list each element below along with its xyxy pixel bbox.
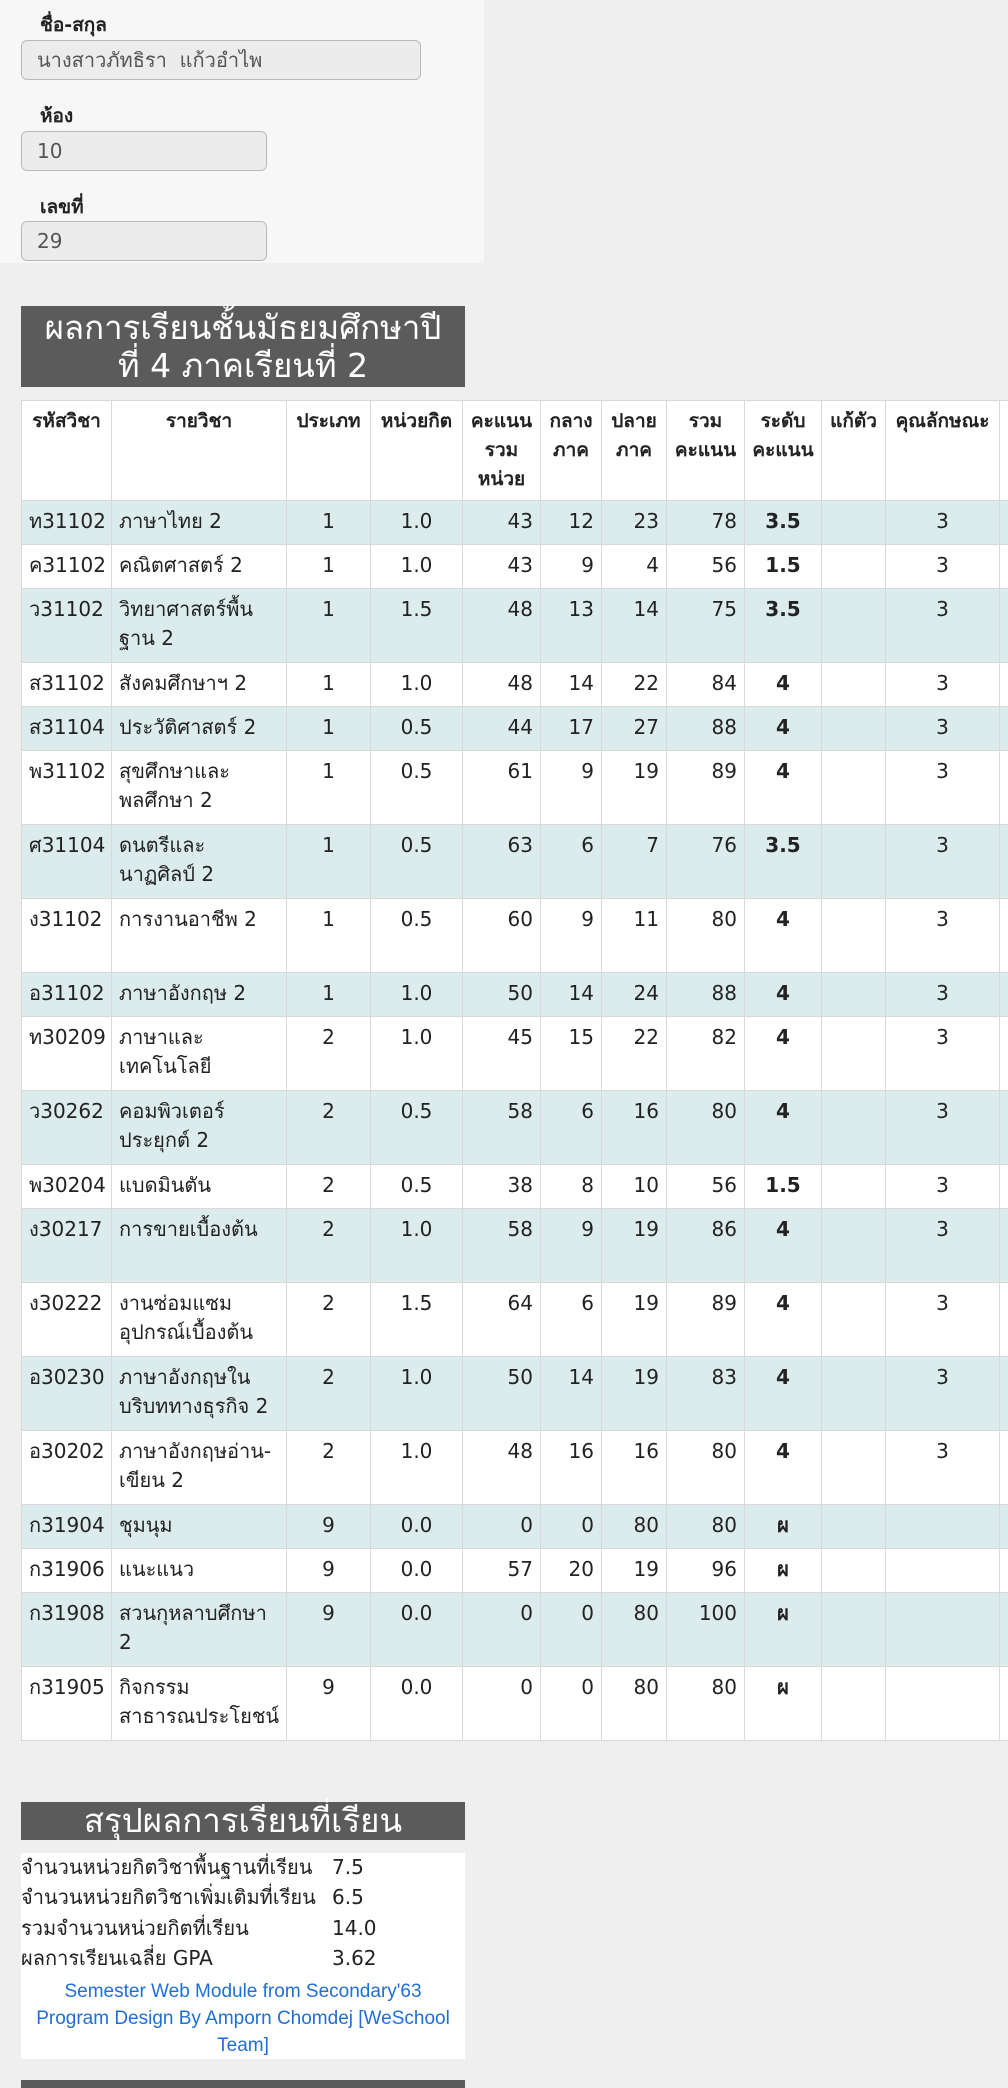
- total-credits-value: 14.0: [332, 1916, 377, 1940]
- cell-final: 27: [602, 707, 667, 751]
- cell-credit: 0.5: [371, 1091, 463, 1165]
- cell-fix: [822, 1667, 886, 1741]
- cell-total: 80: [667, 1091, 745, 1165]
- cell-type: 1: [287, 899, 371, 973]
- cell-final: 16: [602, 1091, 667, 1165]
- cell-attribute: 3: [886, 1357, 1000, 1431]
- cell-type: 9: [287, 1549, 371, 1593]
- cell-type: 2: [287, 1017, 371, 1091]
- cell-overflow: [1000, 589, 1008, 663]
- cell-code: ก31905: [22, 1667, 112, 1741]
- cell-subject: วิทยาศาสตร์พื้นฐาน 2: [112, 589, 287, 663]
- cell-overflow: [1000, 751, 1008, 825]
- cell-type: 1: [287, 589, 371, 663]
- cell-code: ท30209: [22, 1017, 112, 1091]
- cell-fix: [822, 1549, 886, 1593]
- table-row: [22, 899, 1008, 973]
- cell-attribute: [886, 1505, 1000, 1549]
- cell-code: พ31102: [22, 751, 112, 825]
- cell-code: ง31102: [22, 899, 112, 973]
- cell-attribute: 3: [886, 1209, 1000, 1283]
- cell-subject: ชุมนุม: [112, 1505, 287, 1549]
- cell-midterm: 16: [541, 1431, 602, 1505]
- cell-attribute: 3: [886, 899, 1000, 973]
- cell-total: 89: [667, 751, 745, 825]
- cell-code: ง30217: [22, 1209, 112, 1283]
- cell-midterm: 12: [541, 501, 602, 545]
- cell-fix: [822, 1091, 886, 1165]
- cell-code: ศ31104: [22, 825, 112, 899]
- cell-code: ว30262: [22, 1091, 112, 1165]
- cell-total: 78: [667, 501, 745, 545]
- extra-credits-value: 6.5: [332, 1885, 364, 1909]
- cell-grade: ผ: [745, 1593, 822, 1667]
- credit-line-1: Semester Web Module from Secondary'63: [64, 1981, 422, 2002]
- cell-fix: [822, 663, 886, 707]
- extra-credits-label: จำนวนหน่วยกิตวิชาเพิ่มเติมที่เรียน: [21, 1885, 316, 1909]
- col-header-credit: หน่วยกิต: [371, 401, 463, 501]
- cell-code: ก31908: [22, 1593, 112, 1667]
- cell-attribute: [886, 1549, 1000, 1593]
- room-field[interactable]: [21, 131, 267, 171]
- cell-attribute: 3: [886, 1283, 1000, 1357]
- credit-line-2: Program Design By Amporn Chomdej [WeSchool Team]: [36, 2008, 450, 2056]
- cell-fix: [822, 501, 886, 545]
- cell-final: 24: [602, 973, 667, 1017]
- cell-grade: 3.5: [745, 589, 822, 663]
- col-header-final: ปลายภาค: [602, 401, 667, 501]
- cell-total: 80: [667, 1667, 745, 1741]
- cell-subject: ประวัติศาสตร์ 2: [112, 707, 287, 751]
- cell-code: ส31102: [22, 663, 112, 707]
- name-field[interactable]: [21, 40, 421, 80]
- cell-credit: 0.5: [371, 899, 463, 973]
- cell-final: 4: [602, 545, 667, 589]
- cell-code: ว31102: [22, 589, 112, 663]
- cell-final: 23: [602, 501, 667, 545]
- cell-grade: 4: [745, 707, 822, 751]
- cell-fix: [822, 1431, 886, 1505]
- cell-final: 19: [602, 1549, 667, 1593]
- cell-credit: 0.5: [371, 707, 463, 751]
- total-credits-label: รวมจำนวนหน่วยกิตที่เรียน: [21, 1916, 249, 1940]
- cell-grade: 4: [745, 1091, 822, 1165]
- table-header-row: [22, 401, 1008, 501]
- results-title-line2: ที่ 4 ภาคเรียนที่ 2: [117, 346, 369, 385]
- cell-midterm: 0: [541, 1593, 602, 1667]
- cell-credit: 0.0: [371, 1549, 463, 1593]
- cell-total: 84: [667, 663, 745, 707]
- summary-panel: [21, 1853, 465, 2059]
- cell-total: 89: [667, 1283, 745, 1357]
- cell-credit: 1.0: [371, 501, 463, 545]
- cell-fix: [822, 545, 886, 589]
- cell-total: 76: [667, 825, 745, 899]
- cell-total: 80: [667, 1431, 745, 1505]
- cell-overflow: [1000, 1667, 1008, 1741]
- table-row: [22, 1017, 1008, 1091]
- cell-unit-score: 38: [463, 1165, 541, 1209]
- cell-overflow: [1000, 899, 1008, 973]
- cell-midterm: 14: [541, 663, 602, 707]
- cell-type: 1: [287, 501, 371, 545]
- cell-overflow: [1000, 545, 1008, 589]
- cell-fix: [822, 1283, 886, 1357]
- col-header-total: รวมคะแนน: [667, 401, 745, 501]
- cell-final: 19: [602, 1357, 667, 1431]
- cell-type: 1: [287, 973, 371, 1017]
- summary-title: สรุปผลการเรียนที่เรียน: [21, 1802, 465, 1840]
- cell-overflow: [1000, 1017, 1008, 1091]
- gpa-value: 3.62: [332, 1946, 377, 1970]
- number-label: เลขที่: [40, 196, 84, 218]
- student-number-field[interactable]: [21, 221, 267, 261]
- cell-credit: 0.0: [371, 1505, 463, 1549]
- grades-table: [21, 400, 1008, 1741]
- cell-attribute: 3: [886, 1165, 1000, 1209]
- cell-total: 56: [667, 545, 745, 589]
- cell-unit-score: 63: [463, 825, 541, 899]
- col-header-code: รหัสวิชา: [22, 401, 112, 501]
- table-row: [22, 663, 1008, 707]
- cell-subject: การขายเบื้องต้น: [112, 1209, 287, 1283]
- cell-unit-score: 50: [463, 973, 541, 1017]
- cell-grade: 4: [745, 663, 822, 707]
- col-header-unit-score: คะแนนรวมหน่วย: [463, 401, 541, 501]
- basic-credits-label: จำนวนหน่วยกิตวิชาพื้นฐานที่เรียน: [21, 1855, 313, 1879]
- cell-fix: [822, 899, 886, 973]
- cell-overflow: [1000, 1357, 1008, 1431]
- cell-type: 2: [287, 1165, 371, 1209]
- cell-credit: 0.5: [371, 825, 463, 899]
- table-row: [22, 1505, 1008, 1549]
- cell-unit-score: 44: [463, 707, 541, 751]
- cell-unit-score: 0: [463, 1505, 541, 1549]
- cell-attribute: 3: [886, 501, 1000, 545]
- cell-credit: 0.0: [371, 1667, 463, 1741]
- cell-overflow: [1000, 663, 1008, 707]
- cell-subject: กิจกรรมสาธารณประโยชน์: [112, 1667, 287, 1741]
- cell-fix: [822, 1357, 886, 1431]
- cell-unit-score: 48: [463, 663, 541, 707]
- cell-type: 1: [287, 707, 371, 751]
- cell-fix: [822, 707, 886, 751]
- cell-unit-score: 43: [463, 545, 541, 589]
- cell-unit-score: 50: [463, 1357, 541, 1431]
- cell-subject: สวนกุหลาบศึกษา 2: [112, 1593, 287, 1667]
- col-header-type: ประเภท: [287, 401, 371, 501]
- cell-midterm: 6: [541, 1091, 602, 1165]
- cell-midterm: 9: [541, 545, 602, 589]
- cell-grade: ผ: [745, 1505, 822, 1549]
- credit-footer: [21, 1978, 465, 2059]
- cell-credit: 1.5: [371, 589, 463, 663]
- cell-unit-score: 60: [463, 899, 541, 973]
- cell-credit: 1.0: [371, 663, 463, 707]
- results-title-line1: ผลการเรียนชั้นมัธยมศึกษาปี: [44, 308, 442, 347]
- cell-type: 2: [287, 1209, 371, 1283]
- table-row: [22, 973, 1008, 1017]
- cell-unit-score: 0: [463, 1667, 541, 1741]
- cell-type: 9: [287, 1593, 371, 1667]
- cell-grade: ผ: [745, 1667, 822, 1741]
- cell-fix: [822, 1593, 886, 1667]
- cell-subject: คอมพิวเตอร์ประยุกต์ 2: [112, 1091, 287, 1165]
- cell-unit-score: 48: [463, 1431, 541, 1505]
- cell-unit-score: 0: [463, 1593, 541, 1667]
- cell-grade: 4: [745, 1017, 822, 1091]
- cell-total: 75: [667, 589, 745, 663]
- cell-code: พ30204: [22, 1165, 112, 1209]
- cell-type: 2: [287, 1091, 371, 1165]
- cell-credit: 0.5: [371, 1165, 463, 1209]
- cell-fix: [822, 825, 886, 899]
- cell-type: 1: [287, 751, 371, 825]
- cell-final: 19: [602, 1283, 667, 1357]
- cell-grade: 4: [745, 973, 822, 1017]
- cell-subject: งานซ่อมแซมอุปกรณ์เบื้องต้น: [112, 1283, 287, 1357]
- cell-attribute: 3: [886, 751, 1000, 825]
- cell-attribute: 3: [886, 1017, 1000, 1091]
- cell-overflow: [1000, 707, 1008, 751]
- table-row: [22, 751, 1008, 825]
- cell-code: ก31906: [22, 1549, 112, 1593]
- basic-credits-value: 7.5: [332, 1855, 364, 1879]
- col-header-overflow: [1000, 401, 1008, 501]
- cell-total: 100: [667, 1593, 745, 1667]
- cell-subject: ภาษาอังกฤษ 2: [112, 973, 287, 1017]
- cell-midterm: 14: [541, 1357, 602, 1431]
- cell-unit-score: 43: [463, 501, 541, 545]
- cell-midterm: 20: [541, 1549, 602, 1593]
- next-section-header: [21, 2080, 465, 2088]
- table-row: [22, 825, 1008, 899]
- cell-code: อ31102: [22, 973, 112, 1017]
- cell-grade: 3.5: [745, 825, 822, 899]
- cell-type: 2: [287, 1357, 371, 1431]
- cell-subject: แบดมินตัน: [112, 1165, 287, 1209]
- cell-fix: [822, 1017, 886, 1091]
- cell-subject: ภาษาอังกฤษในบริบททางธุรกิจ 2: [112, 1357, 287, 1431]
- cell-subject: สุขศึกษาและพลศึกษา 2: [112, 751, 287, 825]
- table-row: [22, 1357, 1008, 1431]
- cell-final: 22: [602, 663, 667, 707]
- cell-total: 96: [667, 1549, 745, 1593]
- cell-total: 88: [667, 707, 745, 751]
- cell-midterm: 9: [541, 751, 602, 825]
- cell-type: 1: [287, 545, 371, 589]
- cell-midterm: 9: [541, 1209, 602, 1283]
- cell-unit-score: 61: [463, 751, 541, 825]
- cell-unit-score: 58: [463, 1091, 541, 1165]
- cell-code: ค31102: [22, 545, 112, 589]
- cell-overflow: [1000, 1091, 1008, 1165]
- cell-attribute: 3: [886, 1431, 1000, 1505]
- cell-type: 9: [287, 1667, 371, 1741]
- cell-total: 83: [667, 1357, 745, 1431]
- cell-fix: [822, 973, 886, 1017]
- table-row: [22, 1209, 1008, 1283]
- cell-overflow: [1000, 973, 1008, 1017]
- col-header-grade: ระดับคะแนน: [745, 401, 822, 501]
- cell-overflow: [1000, 1209, 1008, 1283]
- cell-final: 14: [602, 589, 667, 663]
- cell-code: ท31102: [22, 501, 112, 545]
- table-row: [22, 707, 1008, 751]
- table-row: [22, 1091, 1008, 1165]
- cell-final: 19: [602, 751, 667, 825]
- cell-total: 88: [667, 973, 745, 1017]
- cell-overflow: [1000, 1165, 1008, 1209]
- cell-fix: [822, 1165, 886, 1209]
- cell-overflow: [1000, 1593, 1008, 1667]
- cell-final: 80: [602, 1593, 667, 1667]
- cell-unit-score: 48: [463, 589, 541, 663]
- cell-grade: 4: [745, 899, 822, 973]
- name-label: ชื่อ-สกุล: [40, 14, 107, 36]
- cell-type: 2: [287, 1431, 371, 1505]
- student-info-panel: [0, 0, 484, 263]
- cell-midterm: 6: [541, 1283, 602, 1357]
- cell-fix: [822, 1505, 886, 1549]
- cell-midterm: 14: [541, 973, 602, 1017]
- col-header-midterm: กลางภาค: [541, 401, 602, 501]
- cell-grade: ผ: [745, 1549, 822, 1593]
- cell-total: 80: [667, 899, 745, 973]
- cell-midterm: 8: [541, 1165, 602, 1209]
- cell-final: 19: [602, 1209, 667, 1283]
- cell-credit: 1.0: [371, 1357, 463, 1431]
- cell-fix: [822, 589, 886, 663]
- cell-credit: 1.5: [371, 1283, 463, 1357]
- cell-grade: 4: [745, 1283, 822, 1357]
- cell-unit-score: 57: [463, 1549, 541, 1593]
- cell-grade: 3.5: [745, 501, 822, 545]
- cell-subject: การงานอาชีพ 2: [112, 899, 287, 973]
- cell-code: ส31104: [22, 707, 112, 751]
- col-header-fix: แก้ตัว: [822, 401, 886, 501]
- room-label: ห้อง: [40, 105, 74, 127]
- cell-attribute: 3: [886, 707, 1000, 751]
- cell-total: 80: [667, 1505, 745, 1549]
- cell-unit-score: 64: [463, 1283, 541, 1357]
- cell-credit: 0.0: [371, 1593, 463, 1667]
- table-row: [22, 1593, 1008, 1667]
- cell-credit: 1.0: [371, 973, 463, 1017]
- cell-midterm: 15: [541, 1017, 602, 1091]
- gpa-label: ผลการเรียนเฉลี่ย GPA: [21, 1946, 213, 1970]
- cell-grade: 1.5: [745, 545, 822, 589]
- table-row: [22, 1549, 1008, 1593]
- cell-code: อ30230: [22, 1357, 112, 1431]
- col-header-attribute: คุณลักษณะ: [886, 401, 1000, 501]
- table-row: [22, 1283, 1008, 1357]
- cell-credit: 1.0: [371, 545, 463, 589]
- cell-credit: 0.5: [371, 751, 463, 825]
- cell-credit: 1.0: [371, 1209, 463, 1283]
- cell-credit: 1.0: [371, 1431, 463, 1505]
- cell-subject: แนะแนว: [112, 1549, 287, 1593]
- cell-subject: สังคมศึกษาฯ 2: [112, 663, 287, 707]
- cell-fix: [822, 1209, 886, 1283]
- cell-grade: 4: [745, 751, 822, 825]
- cell-type: 1: [287, 825, 371, 899]
- cell-fix: [822, 751, 886, 825]
- cell-code: ก31904: [22, 1505, 112, 1549]
- cell-total: 86: [667, 1209, 745, 1283]
- cell-midterm: 17: [541, 707, 602, 751]
- cell-total: 56: [667, 1165, 745, 1209]
- cell-overflow: [1000, 1283, 1008, 1357]
- cell-code: ง30222: [22, 1283, 112, 1357]
- cell-overflow: [1000, 825, 1008, 899]
- cell-subject: คณิตศาสตร์ 2: [112, 545, 287, 589]
- col-header-subject: รายวิชา: [112, 401, 287, 501]
- table-row: [22, 1165, 1008, 1209]
- cell-attribute: 3: [886, 973, 1000, 1017]
- cell-midterm: 6: [541, 825, 602, 899]
- cell-total: 82: [667, 1017, 745, 1091]
- cell-attribute: [886, 1593, 1000, 1667]
- cell-midterm: 13: [541, 589, 602, 663]
- cell-unit-score: 58: [463, 1209, 541, 1283]
- cell-midterm: 0: [541, 1505, 602, 1549]
- cell-unit-score: 45: [463, 1017, 541, 1091]
- cell-subject: ภาษาอังกฤษอ่าน-เขียน 2: [112, 1431, 287, 1505]
- cell-overflow: [1000, 501, 1008, 545]
- cell-attribute: 3: [886, 589, 1000, 663]
- cell-grade: 4: [745, 1357, 822, 1431]
- cell-subject: ดนตรีและนาฏศิลป์ 2: [112, 825, 287, 899]
- cell-final: 22: [602, 1017, 667, 1091]
- cell-grade: 4: [745, 1209, 822, 1283]
- cell-attribute: 3: [886, 825, 1000, 899]
- cell-subject: ภาษาไทย 2: [112, 501, 287, 545]
- cell-final: 16: [602, 1431, 667, 1505]
- cell-code: อ30202: [22, 1431, 112, 1505]
- cell-final: 80: [602, 1667, 667, 1741]
- cell-attribute: 3: [886, 1091, 1000, 1165]
- cell-attribute: 3: [886, 663, 1000, 707]
- table-row: [22, 501, 1008, 545]
- cell-grade: 1.5: [745, 1165, 822, 1209]
- table-row: [22, 1667, 1008, 1741]
- cell-type: 9: [287, 1505, 371, 1549]
- cell-attribute: 3: [886, 545, 1000, 589]
- cell-subject: ภาษาและเทคโนโลยี: [112, 1017, 287, 1091]
- cell-final: 7: [602, 825, 667, 899]
- cell-attribute: [886, 1667, 1000, 1741]
- cell-final: 80: [602, 1505, 667, 1549]
- table-row: [22, 1431, 1008, 1505]
- cell-type: 2: [287, 1283, 371, 1357]
- results-title: [21, 306, 465, 387]
- cell-type: 1: [287, 663, 371, 707]
- cell-midterm: 0: [541, 1667, 602, 1741]
- cell-overflow: [1000, 1505, 1008, 1549]
- cell-overflow: [1000, 1549, 1008, 1593]
- cell-final: 10: [602, 1165, 667, 1209]
- cell-grade: 4: [745, 1431, 822, 1505]
- cell-midterm: 9: [541, 899, 602, 973]
- table-row: [22, 545, 1008, 589]
- cell-overflow: [1000, 1431, 1008, 1505]
- cell-final: 11: [602, 899, 667, 973]
- cell-credit: 1.0: [371, 1017, 463, 1091]
- table-row: [22, 589, 1008, 663]
